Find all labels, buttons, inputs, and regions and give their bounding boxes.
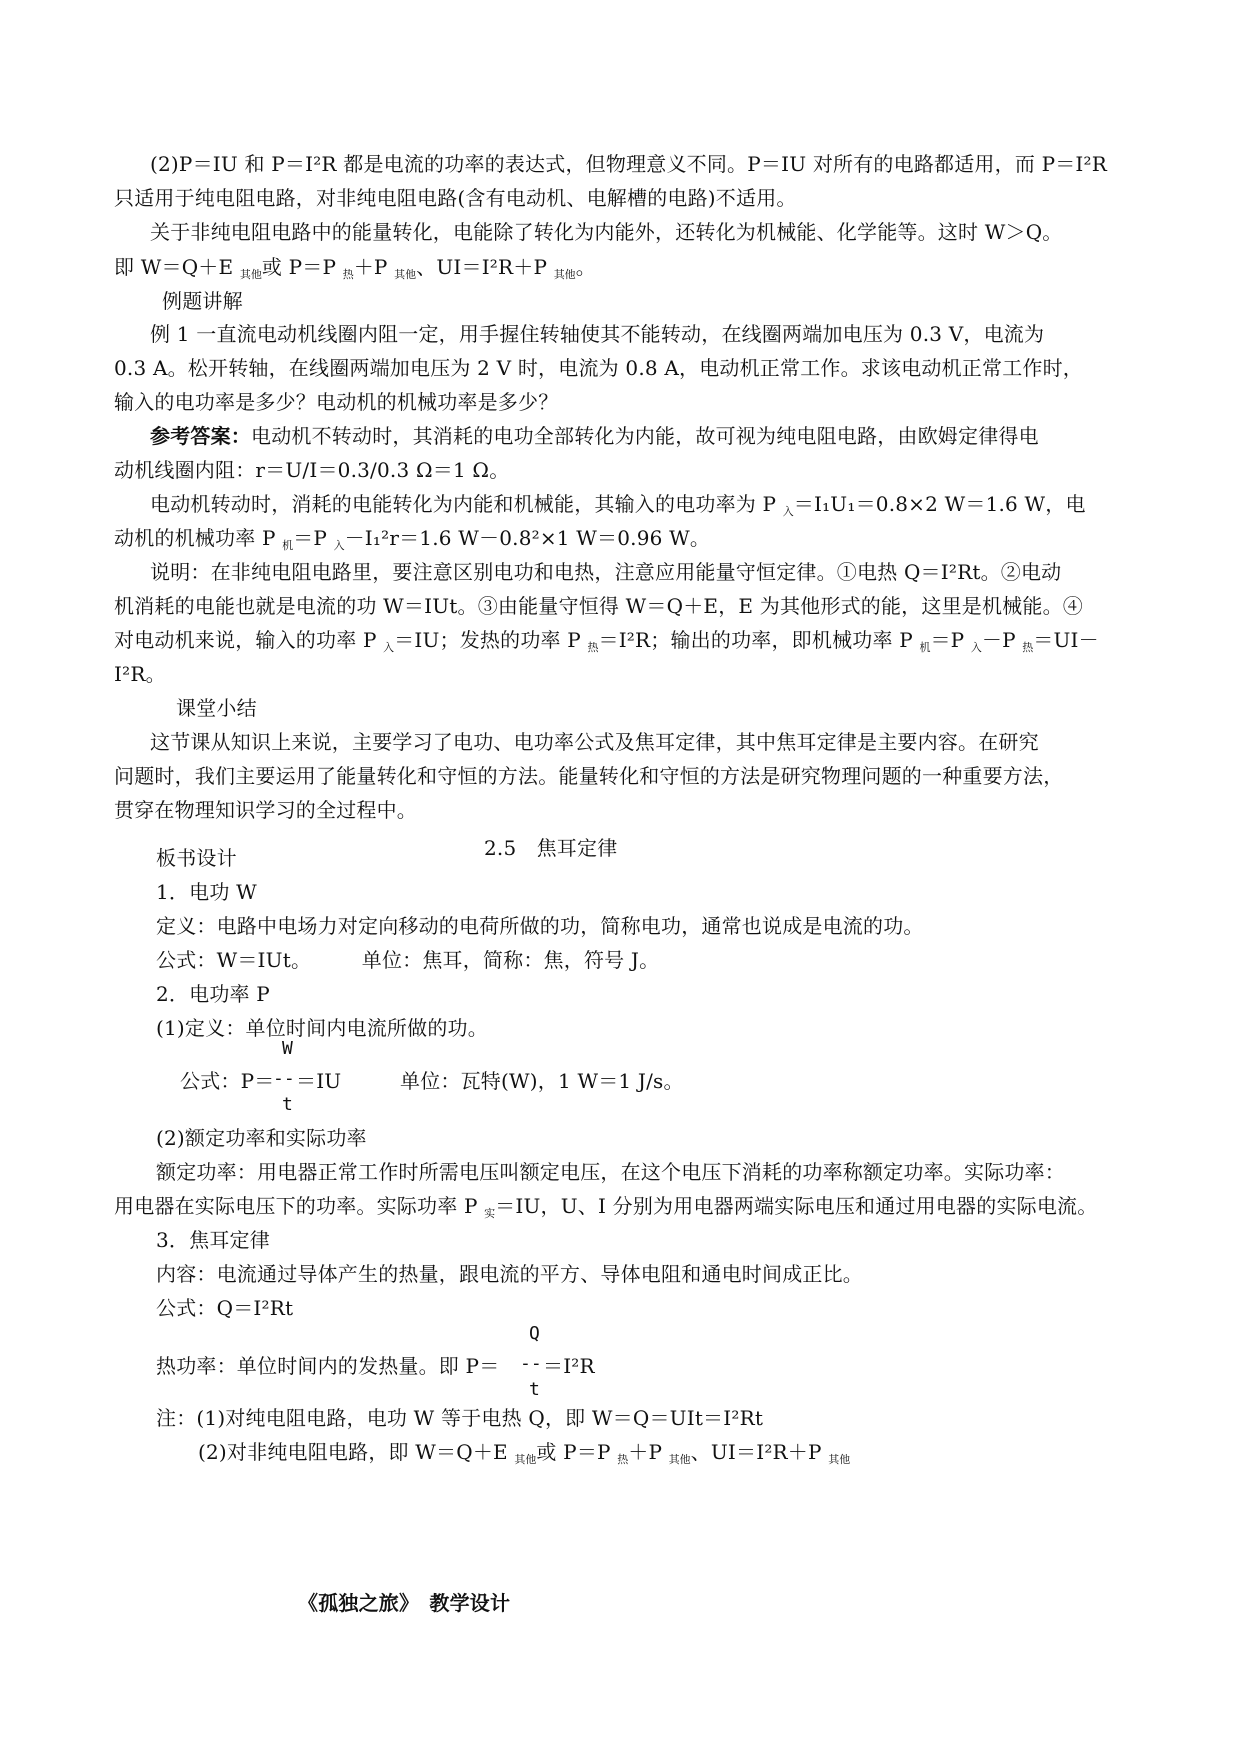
formula-line [296, 1069, 341, 1093]
text: (2)对非纯电阻电路，即 W＝Q＋E [198, 1440, 515, 1464]
text: 或 P＝P [261, 255, 343, 279]
subscript: 实 [484, 1207, 496, 1220]
text: －I₁²r＝1.6 W－0.8²×1 W＝0.96 W。 [344, 526, 711, 550]
paragraph-line [114, 526, 710, 552]
note-line: 注：(1)对纯电阻电路，电功 W 等于电热 Q，即 W＝Q＝UIt＝I²Rt [156, 1406, 764, 1430]
paragraph-line: 例 1 一直流电动机线圈内阻一定，用手握住转轴使其不能转动，在线圈两端加电压为 0.3 V，电流为 [150, 322, 1045, 346]
text: 、UI＝I²R＋P [416, 255, 554, 279]
text: 动机的机械功率 P [114, 526, 283, 550]
text: ＝IU；发热的功率 P [394, 628, 588, 652]
text: ＋P [628, 1440, 669, 1464]
text: ＝IU [296, 1069, 342, 1093]
paragraph-line: 0.3 A。松开转轴，在线圈两端加电压为 2 V 时，电流为 0.8 A，电动机正常工作。求该电动机正常工作时， [114, 356, 1084, 380]
formula-line: 公式：W＝IUt。 单位：焦耳，简称：焦，符号 J。 [156, 948, 660, 972]
paragraph-line [114, 628, 1099, 654]
subscript: 其他 [828, 1453, 851, 1466]
paragraph-line [114, 255, 596, 281]
paragraph-line: 贯穿在物理知识学习的全过程中。 [114, 798, 417, 822]
subscript: 机 [282, 539, 294, 552]
text: 、UI＝I²R＋P [690, 1440, 829, 1464]
subscript: 热 [587, 641, 599, 654]
next-document-title: 《孤独之旅》 教学设计 [298, 1591, 511, 1615]
paragraph-line: 定义：电路中电场力对定向移动的电荷所做的功，简称电功，通常也说成是电流的功。 [156, 914, 924, 938]
subscript: 其他 [394, 268, 417, 281]
paragraph-line [150, 492, 1086, 518]
text: ＝I²R；输出的功率，即机械功率 P [598, 628, 920, 652]
text: ＝P [293, 526, 334, 550]
fraction-line: -- [520, 1353, 542, 1374]
subscript: 入 [383, 641, 395, 654]
fraction-denominator: t [529, 1379, 540, 1400]
formula-line [156, 1354, 499, 1378]
text: －P [981, 628, 1023, 652]
board-title: 2.5 焦耳定律 [484, 836, 618, 860]
paragraph-line: (2)P＝IU 和 P＝I²R 都是电流的功率的表达式，但物理意义不同。P＝IU 对所有的电路都适用，而 P＝I²R [150, 152, 1108, 176]
text: ＝UI－ [1033, 628, 1099, 652]
note-line [198, 1440, 850, 1466]
subscript: 入 [782, 505, 794, 518]
subscript: 其他 [239, 268, 262, 281]
formula-line [543, 1354, 595, 1378]
paragraph-line: (1)定义：单位时间内电流所做的功。 [156, 1016, 488, 1040]
subscript: 机 [919, 641, 931, 654]
board-heading: 2．电功率 P [156, 982, 270, 1006]
text: 电动机不转动时，其消耗的电功全部转化为内能，故可视为纯电阻电路，由欧姆定律得电 [251, 424, 1039, 448]
section-heading: 例题讲解 [162, 289, 243, 313]
text: ＝I²R [543, 1354, 595, 1378]
formula-line: 公式：Q＝I²Rt [156, 1296, 294, 1320]
paragraph-line: 说明：在非纯电阻电路里，要注意区别电功和电热，注意应用能量守恒定律。①电热 Q＝I²Rt。②电动 [150, 560, 1062, 584]
subscript: 其他 [668, 1453, 691, 1466]
board-heading: 1．电功 W [156, 880, 257, 904]
paragraph-line: 内容：电流通过导体产生的热量，跟电流的平方、导体电阻和通电时间成正比。 [156, 1262, 863, 1286]
paragraph-line: 额定功率：用电器正常工作时所需电压叫额定电压，在这个电压下消耗的功率称额定功率。实际功率： [156, 1160, 1065, 1184]
board-label: 板书设计 [156, 846, 237, 870]
board-heading: 3．焦耳定律 [156, 1228, 270, 1252]
text: ＝I₁U₁＝0.8×2 W＝1.6 W，电 [793, 492, 1086, 516]
subscript: 入 [333, 539, 345, 552]
text: 对电动机来说，输入的功率 P [114, 628, 384, 652]
paragraph-line: I²R。 [114, 662, 166, 686]
text: ＝P [930, 628, 971, 652]
subscript: 其他 [553, 268, 576, 281]
fraction-denominator: t [282, 1094, 293, 1115]
text: 电动机转动时，消耗的电能转化为内能和机械能，其输入的电功率为 P [150, 492, 783, 516]
fraction-numerator: W [282, 1038, 293, 1059]
paragraph-line [114, 1194, 1097, 1220]
text: 用电器在实际电压下的功率。实际功率 P [114, 1194, 485, 1218]
fraction-line: -- [273, 1068, 295, 1089]
paragraph-line: 输入的电功率是多少？电动机的机械功率是多少？ [114, 390, 559, 414]
unit-text: 单位：瓦特(W)，1 W＝1 J/s。 [400, 1069, 684, 1093]
subscript: 入 [970, 641, 982, 654]
paragraph-line: 机消耗的电能也就是电流的功 W＝IUt。③由能量守恒得 W＝Q＋E，E 为其他形式的能，这里是机械能。④ [114, 594, 1083, 618]
text: 。 [575, 255, 596, 279]
subscript: 热 [1022, 641, 1034, 654]
paragraph-line: 问题时，我们主要运用了能量转化和守恒的方法。能量转化和守恒的方法是研究物理问题的一种重要方法， [114, 764, 1064, 788]
paragraph-line: (2)额定功率和实际功率 [156, 1126, 367, 1150]
subscript: 热 [617, 1453, 629, 1466]
paragraph-line: 关于非纯电阻电路中的能量转化，电能除了转化为内能外，还转化为机械能、化学能等。这时 W＞Q。 [150, 220, 1063, 244]
text: 即 W＝Q＋E [114, 255, 240, 279]
answer-label: 参考答案： [150, 424, 251, 448]
text: 热功率：单位时间内的发热量。即 P＝ [156, 1354, 500, 1378]
text: 或 P＝P [536, 1440, 618, 1464]
formula-line [180, 1069, 274, 1093]
paragraph-line: 这节课从知识上来说，主要学习了电功、电功率公式及焦耳定律，其中焦耳定律是主要内容。在研究 [150, 730, 1039, 754]
paragraph-line: 只适用于纯电阻电路，对非纯电阻电路(含有电动机、电解槽的电路)不适用。 [114, 186, 797, 210]
section-heading: 课堂小结 [176, 696, 257, 720]
subscript: 其他 [514, 1453, 537, 1466]
paragraph-line: 动机线圈内阻：r＝U/I＝0.3/0.3 Ω＝1 Ω。 [114, 458, 510, 482]
text: 公式：P＝ [180, 1069, 275, 1093]
subscript: 热 [342, 268, 354, 281]
text: ＝IU，U、I 分别为用电器两端实际电压和通过用电器的实际电流。 [495, 1194, 1098, 1218]
paragraph-line [150, 424, 1039, 448]
fraction-numerator: Q [529, 1323, 540, 1344]
text: ＋P [353, 255, 395, 279]
